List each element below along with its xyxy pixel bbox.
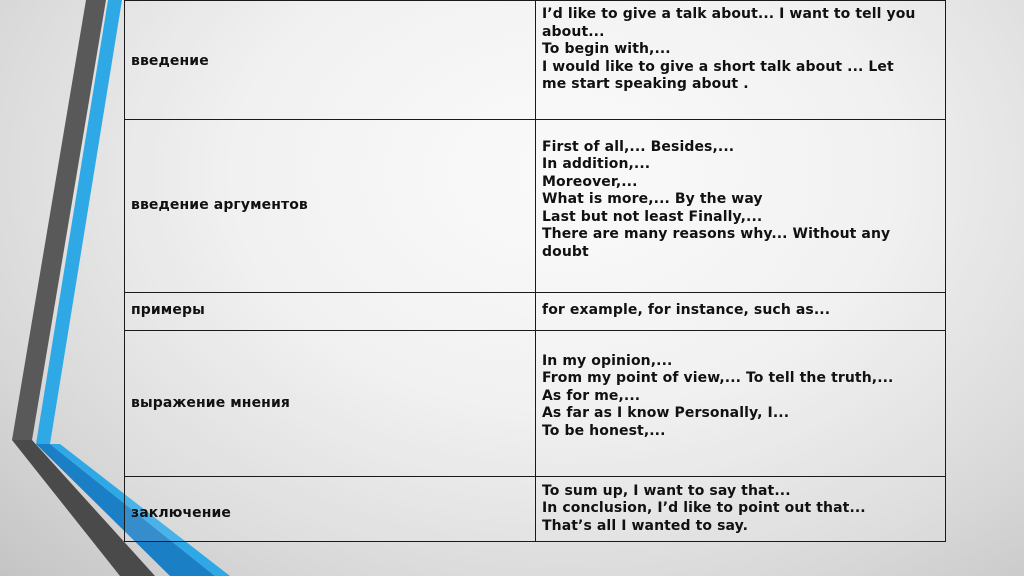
row-phrases-cell (536, 477, 946, 542)
row-label: введение (131, 53, 209, 70)
table-row (125, 1, 946, 120)
phrase-line: To sum up, I want to say that... (542, 482, 791, 499)
phrases-table (124, 0, 946, 542)
phrase-line: Moreover,... (542, 173, 638, 190)
row-label-cell (125, 331, 536, 477)
table-row (125, 120, 946, 293)
row-phrases-cell (536, 293, 946, 331)
phrase-line: Last but not least Finally,... (542, 208, 763, 225)
phrase-line: me start speaking about . (542, 76, 749, 93)
table-row (125, 331, 946, 477)
row-label: введение аргументов (131, 197, 308, 214)
row-phrases-cell (536, 120, 946, 293)
phrase-line: As for me,... (542, 387, 641, 404)
phrase-line: That’s all I wanted to say. (542, 517, 749, 534)
table-row (125, 477, 946, 542)
phrase-line: about... (542, 23, 605, 40)
row-label-cell (125, 477, 536, 542)
row-phrases-cell (536, 1, 946, 120)
phrase-line: First of all,... Besides,... (542, 138, 735, 155)
phrase-line: In my opinion,... (542, 352, 673, 369)
phrase-line: I would like to give a short talk about ... Let (542, 58, 894, 75)
row-label: заключение (131, 505, 232, 522)
phrase-line: for example, for instance, such as... (542, 301, 831, 318)
phrase-line: As far as I know Personally, I... (542, 405, 790, 422)
phrase-line: What is more,... By the way (542, 191, 763, 208)
phrase-line: I’d like to give a talk about... I want to tell you (542, 6, 916, 23)
row-label-cell (125, 1, 536, 120)
phrases-table-container (124, 0, 946, 544)
table-row (125, 293, 946, 331)
phrase-line: There are many reasons why... Without any (542, 226, 891, 243)
row-label-cell (125, 120, 536, 293)
phrase-line: To begin with,... (542, 41, 671, 58)
phrase-line: doubt (542, 243, 589, 260)
phrase-line: To be honest,... (542, 422, 666, 439)
row-label: примеры (131, 301, 205, 318)
phrase-line: In addition,... (542, 156, 651, 173)
row-label-cell (125, 293, 536, 331)
phrase-line: In conclusion, I’d like to point out that... (542, 500, 866, 517)
row-label: выражение мнения (131, 394, 290, 411)
phrase-line: From my point of view,... To tell the truth,... (542, 370, 894, 387)
row-phrases-cell (536, 331, 946, 477)
